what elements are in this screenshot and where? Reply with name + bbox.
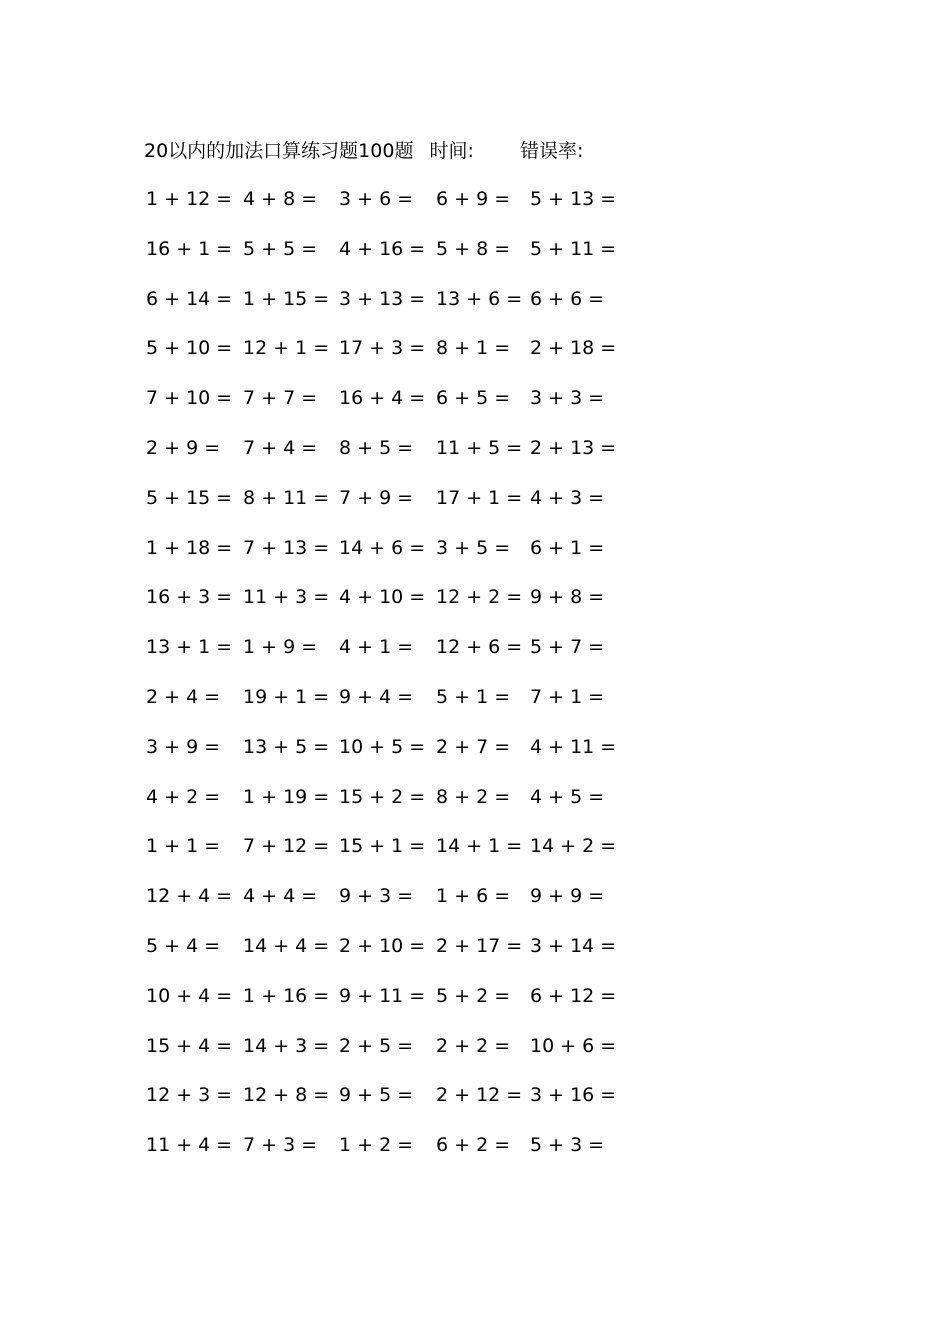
problem-cell: 1 + 19 = <box>243 785 330 808</box>
problem-cell: 5 + 10 = <box>146 337 233 360</box>
problem-cell: 8 + 11 = <box>243 486 330 509</box>
problem-cell: 6 + 2 = <box>436 1134 511 1157</box>
problem-cell: 6 + 9 = <box>436 188 511 210</box>
problem-cell: 13 + 1 = <box>146 636 233 659</box>
problem-cell: 11 + 4 = <box>146 1134 233 1157</box>
problem-cell: 6 + 14 = <box>146 287 233 310</box>
problem-row <box>146 233 626 283</box>
problem-cell: 6 + 5 = <box>436 387 511 410</box>
problem-cell: 3 + 16 = <box>530 1084 617 1107</box>
problem-cell: 12 + 2 = <box>436 586 523 609</box>
worksheet-header <box>144 136 583 166</box>
problem-cell: 15 + 1 = <box>339 835 426 858</box>
problem-cell: 1 + 2 = <box>339 1134 414 1157</box>
problem-cell: 12 + 8 = <box>243 1084 330 1107</box>
problem-cell: 5 + 13 = <box>530 188 617 210</box>
problem-row <box>146 781 626 831</box>
problem-cell: 5 + 1 = <box>436 685 511 708</box>
problem-cell: 1 + 12 = <box>146 188 233 210</box>
problem-cell: 12 + 6 = <box>436 636 523 659</box>
problem-row <box>146 930 626 980</box>
problem-cell: 9 + 8 = <box>530 586 605 609</box>
problem-row <box>146 1079 626 1129</box>
problem-cell: 9 + 9 = <box>530 885 605 908</box>
problem-row <box>146 382 626 432</box>
problem-row <box>146 1030 626 1080</box>
error-rate-label: 错误率: <box>519 140 584 162</box>
problem-cell: 11 + 3 = <box>243 586 330 609</box>
problem-cell: 13 + 6 = <box>436 287 523 310</box>
problem-cell: 3 + 9 = <box>146 735 221 758</box>
problem-cell: 3 + 5 = <box>436 536 511 559</box>
problem-cell: 13 + 5 = <box>243 735 330 758</box>
problem-grid <box>146 183 626 1179</box>
problem-row <box>146 880 626 930</box>
problem-cell: 7 + 7 = <box>243 387 318 410</box>
problem-cell: 1 + 16 = <box>243 984 330 1007</box>
problem-cell: 8 + 5 = <box>339 436 414 459</box>
problem-cell: 5 + 8 = <box>436 237 511 260</box>
problem-cell: 2 + 10 = <box>339 934 426 957</box>
problem-cell: 1 + 1 = <box>146 835 221 858</box>
problem-cell: 4 + 2 = <box>146 785 221 808</box>
problem-cell: 14 + 1 = <box>436 835 523 858</box>
problem-cell: 7 + 1 = <box>530 685 605 708</box>
problem-cell: 9 + 5 = <box>339 1084 414 1107</box>
problem-cell: 5 + 11 = <box>530 237 617 260</box>
problem-cell: 7 + 9 = <box>339 486 414 509</box>
problem-cell: 5 + 5 = <box>243 237 318 260</box>
problem-cell: 2 + 7 = <box>436 735 511 758</box>
time-label: 时间: <box>429 140 474 162</box>
problem-cell: 14 + 6 = <box>339 536 426 559</box>
problem-cell: 2 + 13 = <box>530 436 617 459</box>
problem-cell: 6 + 1 = <box>530 536 605 559</box>
problem-cell: 15 + 2 = <box>339 785 426 808</box>
problem-cell: 7 + 10 = <box>146 387 233 410</box>
problem-cell: 5 + 3 = <box>530 1134 605 1157</box>
problem-cell: 15 + 4 = <box>146 1034 233 1057</box>
problem-cell: 4 + 4 = <box>243 885 318 908</box>
problem-cell: 2 + 4 = <box>146 685 221 708</box>
problem-cell: 16 + 3 = <box>146 586 233 609</box>
problem-cell: 12 + 3 = <box>146 1084 233 1107</box>
problem-cell: 10 + 4 = <box>146 984 233 1007</box>
problem-cell: 7 + 3 = <box>243 1134 318 1157</box>
problem-row <box>146 980 626 1030</box>
problem-cell: 7 + 13 = <box>243 536 330 559</box>
problem-cell: 7 + 12 = <box>243 835 330 858</box>
problem-cell: 4 + 8 = <box>243 188 318 210</box>
problem-row <box>146 432 626 482</box>
problem-cell: 12 + 4 = <box>146 885 233 908</box>
problem-cell: 6 + 6 = <box>530 287 605 310</box>
problem-cell: 2 + 5 = <box>339 1034 414 1057</box>
problem-row <box>146 731 626 781</box>
problem-cell: 10 + 5 = <box>339 735 426 758</box>
problem-cell: 4 + 11 = <box>530 735 617 758</box>
problem-cell: 2 + 18 = <box>530 337 617 360</box>
problem-cell: 9 + 4 = <box>339 685 414 708</box>
problem-cell: 12 + 1 = <box>243 337 330 360</box>
problem-cell: 4 + 3 = <box>530 486 605 509</box>
problem-cell: 2 + 9 = <box>146 436 221 459</box>
problem-cell: 9 + 3 = <box>339 885 414 908</box>
problem-cell: 5 + 15 = <box>146 486 233 509</box>
problem-cell: 17 + 1 = <box>436 486 523 509</box>
problem-cell: 17 + 3 = <box>339 337 426 360</box>
problem-cell: 5 + 4 = <box>146 934 221 957</box>
problem-cell: 7 + 4 = <box>243 436 318 459</box>
problem-row <box>146 532 626 582</box>
problem-row <box>146 183 626 233</box>
problem-row <box>146 830 626 880</box>
problem-row <box>146 482 626 532</box>
problem-cell: 1 + 15 = <box>243 287 330 310</box>
worksheet-title: 20以内的加法口算练习题100题 <box>144 140 414 162</box>
problem-cell: 4 + 16 = <box>339 237 426 260</box>
problem-cell: 1 + 9 = <box>243 636 318 659</box>
problem-cell: 16 + 1 = <box>146 237 233 260</box>
problem-cell: 2 + 17 = <box>436 934 523 957</box>
problem-cell: 4 + 1 = <box>339 636 414 659</box>
problem-cell: 14 + 4 = <box>243 934 330 957</box>
problem-cell: 4 + 5 = <box>530 785 605 808</box>
problem-cell: 11 + 5 = <box>436 436 523 459</box>
problem-row <box>146 283 626 333</box>
problem-cell: 9 + 11 = <box>339 984 426 1007</box>
problem-cell: 3 + 14 = <box>530 934 617 957</box>
problem-cell: 1 + 6 = <box>436 885 511 908</box>
problem-cell: 3 + 13 = <box>339 287 426 310</box>
problem-cell: 8 + 2 = <box>436 785 511 808</box>
problem-row <box>146 332 626 382</box>
problem-cell: 2 + 12 = <box>436 1084 523 1107</box>
problem-cell: 1 + 18 = <box>146 536 233 559</box>
problem-cell: 4 + 10 = <box>339 586 426 609</box>
problem-cell: 8 + 1 = <box>436 337 511 360</box>
problem-cell: 19 + 1 = <box>243 685 330 708</box>
problem-cell: 14 + 3 = <box>243 1034 330 1057</box>
problem-row <box>146 581 626 631</box>
problem-cell: 3 + 6 = <box>339 188 414 210</box>
problem-cell: 2 + 2 = <box>436 1034 511 1057</box>
problem-cell: 3 + 3 = <box>530 387 605 410</box>
problem-cell: 6 + 12 = <box>530 984 617 1007</box>
problem-cell: 5 + 7 = <box>530 636 605 659</box>
problem-cell: 10 + 6 = <box>530 1034 617 1057</box>
problem-row <box>146 1129 626 1179</box>
problem-cell: 5 + 2 = <box>436 984 511 1007</box>
problem-row <box>146 631 626 681</box>
problem-cell: 14 + 2 = <box>530 835 617 858</box>
problem-row <box>146 681 626 731</box>
problem-cell: 16 + 4 = <box>339 387 426 410</box>
